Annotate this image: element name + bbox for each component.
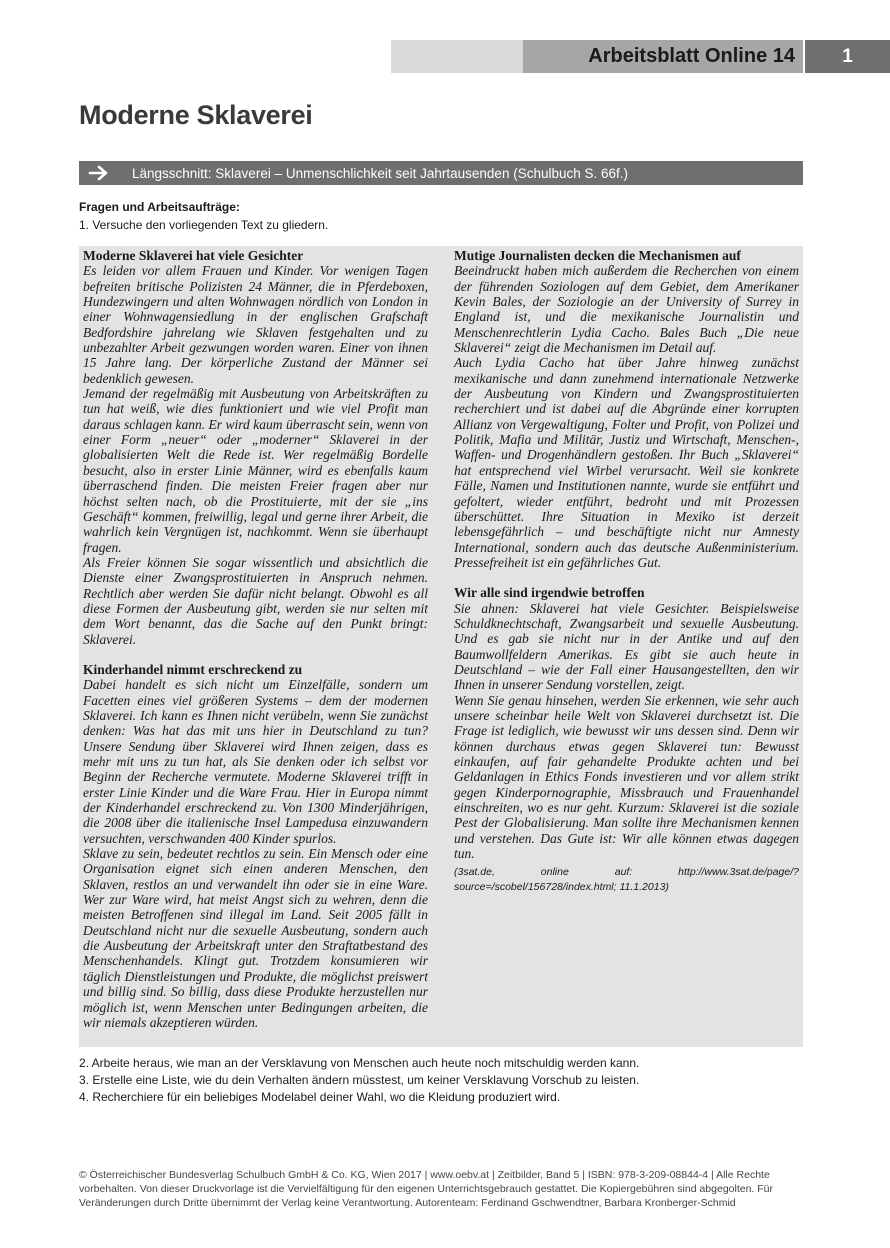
copyright-footer: © Österreichischer Bundesverlag Schulbuch GmbH & Co. KG, Wien 2017 | www.oebv.at | Zeitbilder, Band 5 | ISBN: 978-3-209-08844-4 | Alle Rechte vorbehalten. Von dieser Druckvorlage ist die Vervielfältigung für den eigenen Unterrichtsgebrauch gestattet. Die Kopiergebühren sind abgegolten. Für Veränderungen durch Dritte übernimmt der Verlag keine Verantwortung. Autorenteam: Ferdinand Gschwendtner, Barbara Kronberger-Schmid — [79, 1169, 774, 1209]
article-column-left — [83, 248, 428, 1030]
article-paragraph: Wenn Sie genau hinsehen, werden Sie erkennen, wie sehr auch unsere scheinbar heile Welt von Sklaverei durchsetzt ist. Die Frage ist lediglich, wie bewusst wir uns dessen sind. Denn wir können durchaus etwas gegen Sklaverei tun: Bewusst einkaufen, auf fair gehandelte Produkte achten und bei Geldanlagen in Ethics Fonds investieren und vor allem strikt gegen Kinderpornographie, Missbrauch und Frauenhandel einschreiten, wo es nur geht. Kurzum: Sklaverei ist die soziale Pest der Globalisierung. Man sollte ihre Mechanismen kennen und verstehen. Das Gute ist: Wir alle können etwas dagegen tun. — [454, 692, 799, 862]
section-bar-text: Längsschnitt: Sklaverei – Unmenschlichkeit seit Jahrtausenden (Schulbuch S. 66f.) — [132, 165, 629, 181]
article-paragraph: Es leiden vor allem Frauen und Kinder. Vor wenigen Tagen befreiten britische Polizisten 24 Männer, die in Pferdeboxen, Hundezwingern und alten Wohnwagen nördlich von London in einer Wohnwagensiedlung in der englischen Grafschaft Bedfordshire jahrelang wie Sklaven festgehalten und zu unbezahlter Arbeit gezwungen worden waren. Einer von ihnen 15 Jahre lang. Der körperliche Zustand der Männer sei bedenklich gewesen. — [83, 263, 428, 386]
task-item-4: 4. Recherchiere für ein beliebiges Modelabel deiner Wahl, wo die Kleidung produziert wird. — [79, 1090, 561, 1104]
page-number-box — [805, 40, 890, 73]
article-heading: Wir alle sind irgendwie betroffen — [454, 585, 645, 601]
article-paragraph: Als Freier können Sie sogar wissentlich und absichtlich die Dienste einer Zwangsprostituierten in Anspruch nehmen. Rechtlich aber werden Sie dafür nicht belangt. Obwohl es all diese Formen der Ausbeutung gibt, werden sie nur selten mit dem Wort benannt, das die Sache auf den Punkt bringt: Sklaverei. — [83, 554, 428, 647]
article-source: (3sat.de, online auf: http://www.3sat.de/page/?source=/scobel/156728/index.html; 11.1.2013) — [454, 866, 799, 894]
page-title: Moderne Sklaverei — [79, 100, 313, 130]
article-paragraph: Jemand der regelmäßig mit Ausbeutung von Arbeitskräften zu tun hat weiß, wie dies funktioniert und wie viel Profit man daraus schlagen kann. Er wird kaum überrascht sein, wenn von einer Form „neuer“ oder „moderner“ Sklaverei in der globalisierten Welt die Rede ist. Wer regelmäßig Bordelle besucht, also in erster Linie Männer, wird es ebenfalls kaum überraschend finden. Die meisten Freier fragen aber nur höchst selten nach, ob die Prostituierte, mit der sie „ins Geschäft“ kommen, freiwillig, legal und gerne ihrer Arbeit, die wahrlich kein Vergnügen ist, nachkommt. Wenn sie überhaupt fragen. — [83, 386, 428, 555]
header-title-box — [523, 40, 803, 73]
article-paragraph: Sklave zu sein, bedeutet rechtlos zu sein. Ein Mensch oder eine Organisation eignet sich einen anderen Menschen, den Sklaven, restlos an und verwandelt ihn oder sie in eine Ware. Wer zur Ware wird, hat meist Angst sich zu wehren, denn die meisten Betroffenen sind illegal im Land. Seit 2005 fällt in Deutschland nicht nur die sexuelle Ausbeutung, sondern auch die Ausbeutung der Arbeitskraft unter den Straftatbestand des Menschenhandels. Klingt gut. Trotzdem konsumieren wir täglich Dienstleistungen und Produkte, die möglichst preiswert und billig sind. So billig, dass diese Produkte herzustellen nur möglich ist, wenn Menschen unter Bedingungen arbeiten, die wir niemals akzeptieren würden. — [83, 846, 428, 1030]
arrow-right-icon — [79, 165, 119, 181]
article-paragraph: Dabei handelt es sich nicht um Einzelfälle, sondern um Facetten eines viel größeren Systems – dem der modernen Sklaverei. Ich kann es Ihnen nicht verübeln, wenn Sie zunächst denken: Was hat das mit uns hier in Deutschland zu tun? Unsere Sendung über Sklaverei wird Ihnen zeigen, dass es mehr mit uns zu tun hat, als Sie denken oder ich selbst vor Beginn der Recherche vermutete. Moderne Sklaverei trifft in erster Linie Kinder und die Ware Frau. Hier in Europa nimmt der Kinderhandel erschreckend zu. Von 1300 Minderjährigen, die 2008 über die italienische Insel Lampedusa einzuwandern versuchten, verschwanden 400 Kinder spurlos. — [83, 677, 428, 846]
article-box — [79, 246, 803, 1047]
task-item-2: 2. Arbeite heraus, wie man an der Versklavung von Menschen auch heute noch mitschuldig werden kann. — [79, 1056, 640, 1070]
header-title: Arbeitsblatt Online 14 — [588, 45, 795, 67]
article-heading: Kinderhandel nimmt erschreckend zu — [83, 661, 303, 677]
page-number: 1 — [842, 45, 853, 67]
section-bar — [79, 161, 803, 185]
task-item-3: 3. Erstelle eine Liste, wie du dein Verhalten ändern müsstest, um keiner Versklavung Vorschub zu leisten. — [79, 1073, 640, 1087]
article-column-right — [454, 248, 799, 895]
header-decor-block — [391, 40, 523, 73]
article-heading: Mutige Journalisten decken die Mechanismen auf — [454, 248, 741, 263]
article-paragraph: Beeindruckt haben mich außerdem die Recherchen von einem der führenden Soziologen auf dem Gebiet, dem Amerikaner Kevin Bales, der Soziologie an der University of Surrey in England ist, und die mexikanische Journalistin und Menschenrechtlerin Lydia Cacho. Bales Buch „Die neue Sklaverei“ zeigt die Mechanismen im Detail auf. — [454, 263, 799, 356]
task-item-1: 1. Versuche den vorliegenden Text zu gliedern. — [79, 218, 329, 232]
article-paragraph: Sie ahnen: Sklaverei hat viele Gesichter. Beispielsweise Schuldknechtschaft, Zwangsarbeit und sexuelle Ausbeutung. Und es gab sie nicht nur in der Antike und auf den Baumwollfeldern Amerikas. Es gibt sie auch heute in Deutschland – wie der Fall einer Hausangestellten, den wir Ihnen in unserer Sendung vorstellen, zeigt. — [454, 600, 799, 693]
article-paragraph: Auch Lydia Cacho hat über Jahre hinweg zunächst mexikanische und dann zunehmend internationale Netzwerke der Ausbeutung von Kindern und Zwangsprostituierten recherchiert und ist dabei auf die Abgründe einer korrupten Allianz von Vergewaltigung, Folter und Profit, von Polizei und Politik, Mafia und Militär, Justiz und Wirtschaft, Menschen-, Waffen- und Drogenhändlern gestoßen. Ihr Buch „Sklaverei“ hat entsprechend viel Wirbel verursacht. Weil sie konkrete Fälle, Namen und Institutionen nannte, wurde sie entführt und gefoltert, wieder entführt, bedroht und mit Prozessen überschüttet. Ihre Situation in Mexiko ist derzeit lebensgefährlich – und beschäftigte nicht nur Amnesty International, sondern auch das deutsche Außenministerium. Pressefreiheit ist ein gefährliches Gut. — [454, 355, 799, 570]
tasks-heading: Fragen und Arbeitsaufträge: — [79, 200, 240, 214]
article-heading: Moderne Sklaverei hat viele Gesichter — [83, 248, 304, 263]
